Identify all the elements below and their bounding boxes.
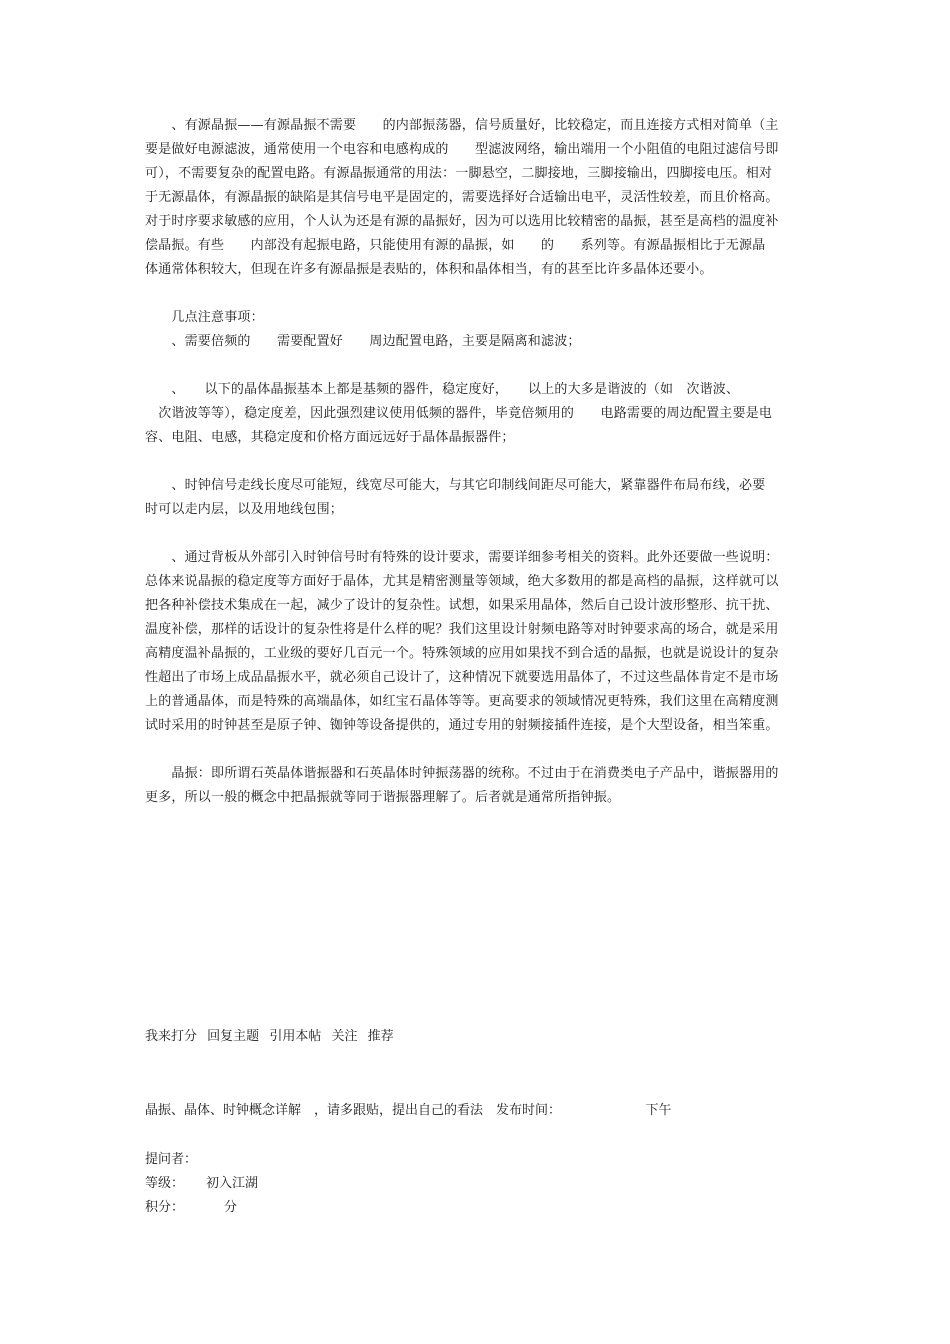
text-line: 温度补偿，那样的话设计的复杂性将是什么样的呢？我们这里设计射频电路等对时钟要求高的场合，就是采用 xyxy=(145,622,779,637)
quote-link[interactable]: 引用本帖 xyxy=(269,1029,322,1044)
post-title-line xyxy=(145,1099,835,1123)
text-line: 性超出了市场上成品晶振水平，就必须自己设计了，这种情况下就要选用晶体了，不过这些晶体肯定不是市场 xyxy=(145,670,779,685)
text-line: 于无源晶体，有源晶振的缺陷是其信号电平是固定的，需要选择好合适输出电平，灵活性较差，而且价格高。 xyxy=(145,190,779,205)
text-line: 更多，所以一般的概念中把晶振就等同于谐振器理解了。后者就是通常所指钟振。 xyxy=(145,790,621,805)
note-4 xyxy=(145,546,835,738)
level-value: 初入江湖 xyxy=(206,1176,259,1191)
reply-link[interactable]: 回复主题 xyxy=(207,1029,260,1044)
text-line: 试时采用的时钟甚至是原子钟、铷钟等设备提供的，通过专用的射频接插件连接，是个大型设备，相当笨重。 xyxy=(145,718,779,733)
level-label: 等级： xyxy=(145,1176,185,1191)
text-line: 时可以走内层，以及用地线包围； xyxy=(145,502,344,517)
text-line: 容、电阻、电感，其稳定度和价格方面远远好于晶体晶振器件； xyxy=(145,430,515,445)
recommend-link[interactable]: 推荐 xyxy=(367,1029,394,1044)
text-line: 、 以下的晶体晶振基本上都是基频的器件，稳定度好， 以上的大多是谐波的（如 次谐波、 xyxy=(145,382,740,397)
text-line: 高精度温补晶振的，工业级的要好几百元一个。特殊领域的应用如果找不到合适的晶振，也就是说设计的复杂 xyxy=(145,646,779,661)
text-line: 、时钟信号走线长度尽可能短，线宽尽可能大，与其它印制线间距尽可能大，紧靠器件布局布线，必要 xyxy=(145,478,766,493)
article-body xyxy=(145,114,835,810)
poster-meta xyxy=(145,1148,835,1220)
post-title[interactable]: 晶振、晶体、时钟概念详解 ，请多跟贴，提出自己的看法 发布时间： 下午 xyxy=(145,1103,672,1118)
note-2 xyxy=(145,378,835,450)
text-line: 上的普通晶体，而是特殊的高端晶体，如红宝石晶体等等。更高要求的领域情况更特殊，我们这里在高精度测 xyxy=(145,694,779,709)
text-line: 晶振：即所谓石英晶体谐振器和石英晶体时钟振荡器的统称。不过由于在消费类电子产品中，谐振器用的 xyxy=(145,766,779,781)
rate-link[interactable]: 我来打分 xyxy=(145,1029,198,1044)
text-line: 偿晶振。有些 内部没有起振电路，只能使用有源的晶振，如 的 系列等。有源晶振相比于无源晶 xyxy=(145,238,766,253)
text-line: 次谐波等等），稳定度差，因此强烈建议使用低频的器件，毕竟倍频用的 电路需要的周边配置主要是电 xyxy=(145,406,773,421)
post-actions xyxy=(145,1025,835,1049)
text-line: 体通常体积较大，但现在许多有源晶振是表贴的，体积和晶体相当，有的甚至比许多晶体还要小。 xyxy=(145,262,713,277)
text-line: 要是做好电源滤波，通常使用一个电容和电感构成的 型滤波网络，输出端用一个小阻值的电阻过滤信号即 xyxy=(145,142,779,157)
notes-heading-text: 几点注意事项： xyxy=(145,310,264,325)
text-line: 可），不需要复杂的配置电路。有源晶振通常的用法：一脚悬空，二脚接地，三脚接输出，四脚接电压。相对 xyxy=(145,166,773,181)
text-line: 、通过背板从外部引入时钟信号时有特殊的设计要求，需要详细参考相关的资料。此外还要做一些说明： xyxy=(145,550,779,565)
follow-link[interactable]: 关注 xyxy=(331,1029,358,1044)
level-row xyxy=(145,1172,835,1196)
paragraph-definition xyxy=(145,762,835,810)
asker-label: 提问者： xyxy=(145,1152,198,1167)
points-unit: 分 xyxy=(224,1200,238,1215)
text-line: 把各种补偿技术集成在一起，减少了设计的复杂性。试想，如果采用晶体，然后自己设计波形整形、抗干扰、 xyxy=(145,598,779,613)
notes-heading xyxy=(145,306,835,354)
note-1: 、需要倍频的 需要配置好 周边配置电路，主要是隔离和滤波； xyxy=(145,334,581,349)
note-3 xyxy=(145,474,835,522)
paragraph-active-oscillator xyxy=(145,114,835,282)
text-line: 对于时序要求敏感的应用，个人认为还是有源的晶振好，因为可以选用比较精密的晶振，甚至是高档的温度补 xyxy=(145,214,779,229)
points-label: 积分： xyxy=(145,1200,185,1215)
text-line: 总体来说晶振的稳定度等方面好于晶体，尤其是精密测量等领域，绝大多数用的都是高档的晶振，这样就可以 xyxy=(145,574,779,589)
points-row xyxy=(145,1196,835,1220)
text-line: 、有源晶振——有源晶振不需要 的内部振荡器，信号质量好，比较稳定，而且连接方式相对简单（主 xyxy=(145,118,779,133)
